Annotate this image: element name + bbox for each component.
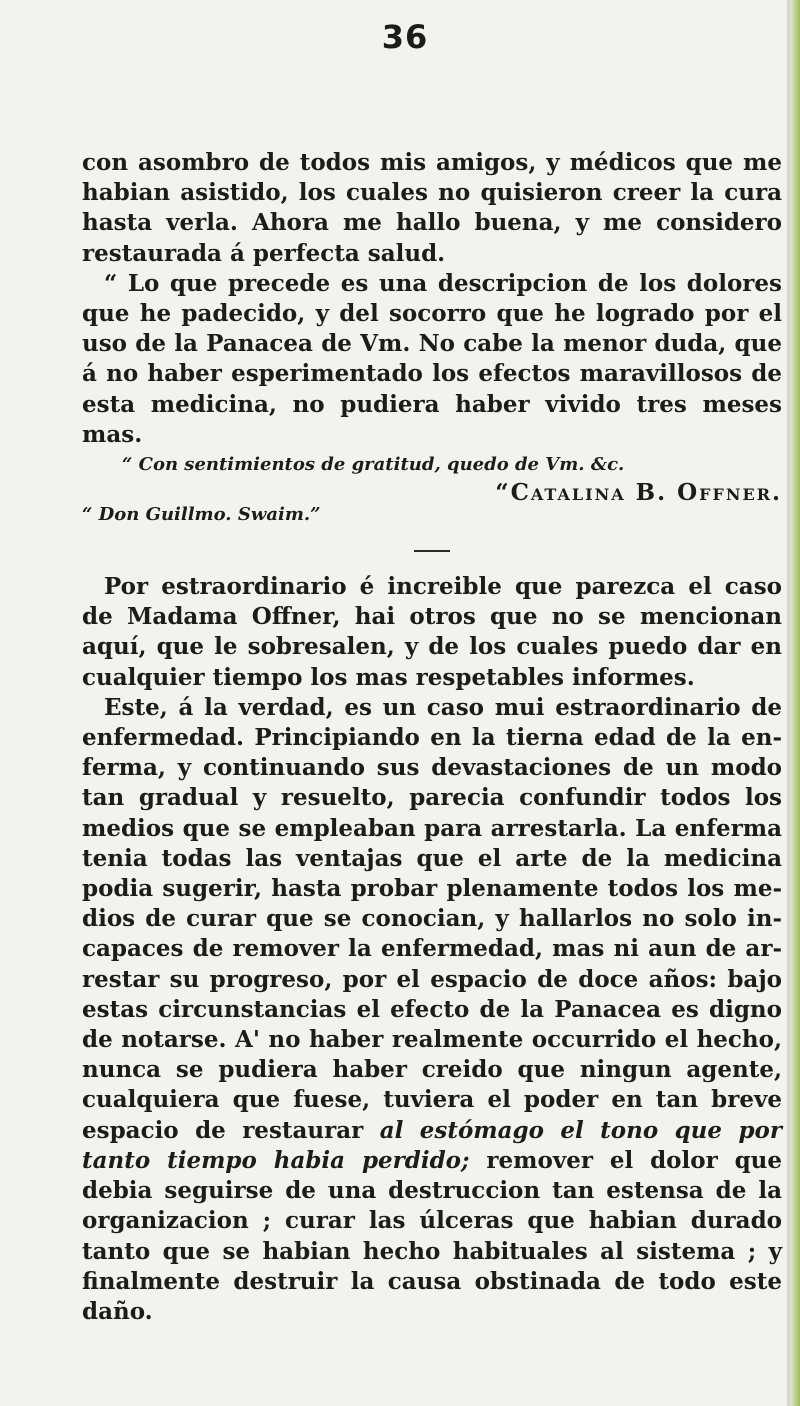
letter-signature: “Catalina B. Offner. xyxy=(495,479,782,507)
section-divider xyxy=(414,550,450,552)
page-number: 36 xyxy=(381,18,429,56)
letter-addressee: “ Don Guillmo. Swaim.” xyxy=(82,504,321,526)
letter-paragraph-2: “ Lo que precede es una descripcion de los dolores que he padecido, y del socorro que he logrado por el uso de la Panacea de Vm. No cabe la menor duda, que á no haber esperimentado los efectos maravillosos de esta medicina, no pudiera haber vivido tres meses mas. xyxy=(82,269,782,448)
body-paragraph-1: Por estraordinario é increible que parezca el caso de Madama Offner, hai otros que no se mencionan aquí, que le sobresalen, y de los cuales puedo dar en cualquier tiempo los mas respetables informes. xyxy=(82,573,782,691)
body-paragraph-2 xyxy=(82,693,782,1327)
page-edge xyxy=(790,0,800,1406)
body-paragraph-2-start: Este, á la verdad, es un caso mui estraordinario de enfermedad. Principiando en la tierna edad de la enferma, y continuando sus devastaciones de un modo tan gradual y resuelto, parecia confundir todos los medios que se empleaban para arrestarla. La enferma tenia todas las ventajas que el arte de la medicina podia sugerir, hasta probar plenamente todos los medios de curar que se conocian, y hallarlos no solo incapaces de remover la enfermedad, mas ni aun de arrestar su progreso, por el espacio de doce años: bajo estas circunstancias el efecto de la Panacea es digno de notarse. A' no haber realmente occurrido el hecho, nunca se pudiera haber creido que ningun agente, cualquiera que fuese, tuviera el poder en tan breve espacio de restaurar xyxy=(82,693,782,1144)
letter-closing: “ Con sentimientos de gratitud, quedo de Vm. &c. xyxy=(122,454,625,476)
letter-paragraph-1: con asombro de todos mis amigos, y médicos que me habian asistido, los cuales no quisieron creer la cura hasta verla. Ahora me hallo buena, y me considero restaurada á perfecta salud. xyxy=(82,149,782,267)
body-paragraph-2-end: remover el dolor que debia seguirse de una destruccion tan estensa de la organizacion ; curar las úlceras que habian durado tanto que se habian hecho habituales al sistema ; y finalmente destruir la causa obstinada de todo este daño. xyxy=(82,1146,783,1325)
body-paragraph-2-italic: al estómago el tono que por tanto tiempo habia perdido; xyxy=(82,1116,782,1174)
page-text xyxy=(82,148,782,1327)
